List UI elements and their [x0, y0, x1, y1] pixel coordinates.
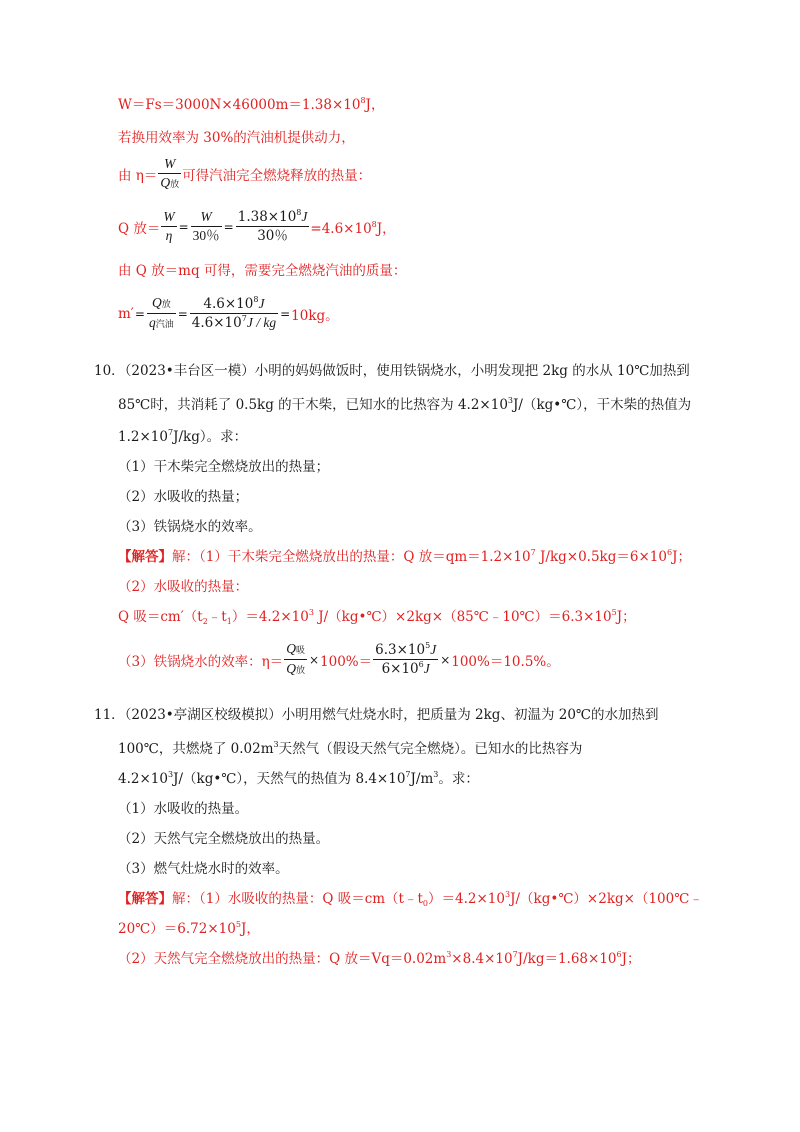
efficiency-formula: 由 η＝ $\frac{W}{\text{Q放}}$ 可得汽油完全燃烧释放的热量：	[118, 155, 371, 193]
q10-answer-line1: 【解答】解：（1）干木柴完全燃烧放出的热量：Q 放$=qm=1.2\times 10^7$ $J/kg\times 0.5kg=6\times 10^6J$；	[118, 548, 691, 565]
q10-text-line1: 10．（2023•丰台区一模）小明的妈妈做饭时，使用铁锅烧水，小明发现把 2kg 的水从 10℃加热到	[94, 363, 690, 379]
q10-sub1: （1）干木柴完全燃烧放出的热量；	[118, 459, 330, 475]
mass-formula: m′ = $\frac{\text{Q放}}{\text{q汽油}}$ = $\frac{4.6\times 10^8J}{4.6\times 10^7J / kg}$ = 10kg。	[118, 295, 339, 331]
q11-answer-line2: $20℃)=6.72\times 10^5J$，	[118, 920, 260, 937]
answer-tag: 【解答】	[118, 549, 172, 565]
fraction-values: $\frac{4.6\times 10^8J}{4.6\times 10^7J / kg}$	[191, 295, 277, 331]
q10-text-line2: 85℃时，共消耗了 0.5kg 的干木柴，已知水的比热容为 $4.2\times 10^3J/(kg•℃)$，干木柴的热值为	[118, 396, 692, 413]
heat-released-formula: Q 放＝ $\frac{W}{\eta}$ = $\frac{W}{30\%}$ = $\frac{1.38\times 10^8J}{30\%}$ $=4.6\times 10^8J$，	[118, 208, 396, 244]
q11-sub1: （1）水吸收的热量。	[118, 801, 249, 817]
q11-sub2: （2）天然气完全燃烧放出的热量。	[118, 831, 330, 847]
q10-sub3: （3）铁锅烧水的效率。	[118, 519, 262, 535]
fraction-value-over-percent: $\frac{1.38\times 10^8J}{30\%}$	[237, 208, 308, 244]
q11-answer-line3: （2）天然气完全燃烧放出的热量：Q 放$=Vq=0.02m^3\times 8.4\times 10^7J/kg=1.68\times 10^6J$；	[118, 950, 641, 967]
q10-sub2: （2）水吸收的热量；	[118, 489, 249, 505]
answer-tag: 【解答】	[118, 891, 172, 907]
q11-text-line1: 11．（2023•亭湖区校级模拟）小明用燃气灶烧水时，把质量为 2kg、初温为 20℃的水加热到	[94, 707, 659, 723]
q11-text-line3: $4.2\times 10^3J/(kg•℃)$，天然气的热值为 $8.4\times 10^7J/m^3$。求：	[118, 770, 479, 787]
q10-efficiency-formula: （3）铁锅烧水的效率：η＝ $\frac{\text{Q吸}}{\text{Q放}}$ × 100%＝ $\frac{6.3\times 10^5J}{6\times 10^6J}$ × 100%＝10.5%。	[118, 641, 560, 677]
fraction-qabs-over-qrel: $\frac{\text{Q吸}}{\text{Q放}}$	[286, 641, 305, 676]
q11-sub3: （3）燃气灶烧水时的效率。	[118, 861, 289, 877]
fraction-numeric-efficiency: $\frac{6.3\times 10^5J}{6\times 10^6J}$	[375, 641, 437, 677]
efficiency-statement: 若换用效率为 30%的汽油机提供动力，	[118, 130, 355, 146]
q10-text-line3: $1.2\times 10^7J/kg$）。求：	[118, 428, 248, 445]
fraction-w-over-q: $\frac{W}{\text{Q放}}$	[160, 156, 180, 190]
fraction-w-over-eta: $\frac{W}{\eta}$	[163, 209, 175, 243]
q10-answer-line3: Q 吸$=cm'(t_2﹣t_1)=4.2\times 10^3$ $J/(kg•℃)\times 2kg\times(85℃﹣10℃)=6.3\times 10^5J$；	[118, 608, 636, 626]
q10-answer-line2: （2）水吸收的热量：	[118, 579, 249, 595]
work-equation: $W=Fs=3000N\times 46000m=1.38\times 10^8J$，	[118, 96, 385, 113]
q11-answer-line1: 【解答】解：（1）水吸收的热量：Q 吸$=cm(t﹣t_0)=4.2\times 10^3J/(kg•℃)\times 2kg\times(100℃﹣$	[118, 890, 703, 908]
mass-statement: 由 Q 放＝mq 可得，需要完全燃烧汽油的质量：	[118, 263, 407, 279]
fraction-q-over-q: $\frac{\text{Q放}}{\text{q汽油}}$	[148, 295, 174, 330]
fraction-w-over-percent: $\frac{W}{30\%}$	[192, 209, 220, 243]
q11-text-line2: 100℃，共燃烧了 $0.02m^3$天然气（假设天然气完全燃烧）。已知水的比热容为	[118, 740, 583, 757]
